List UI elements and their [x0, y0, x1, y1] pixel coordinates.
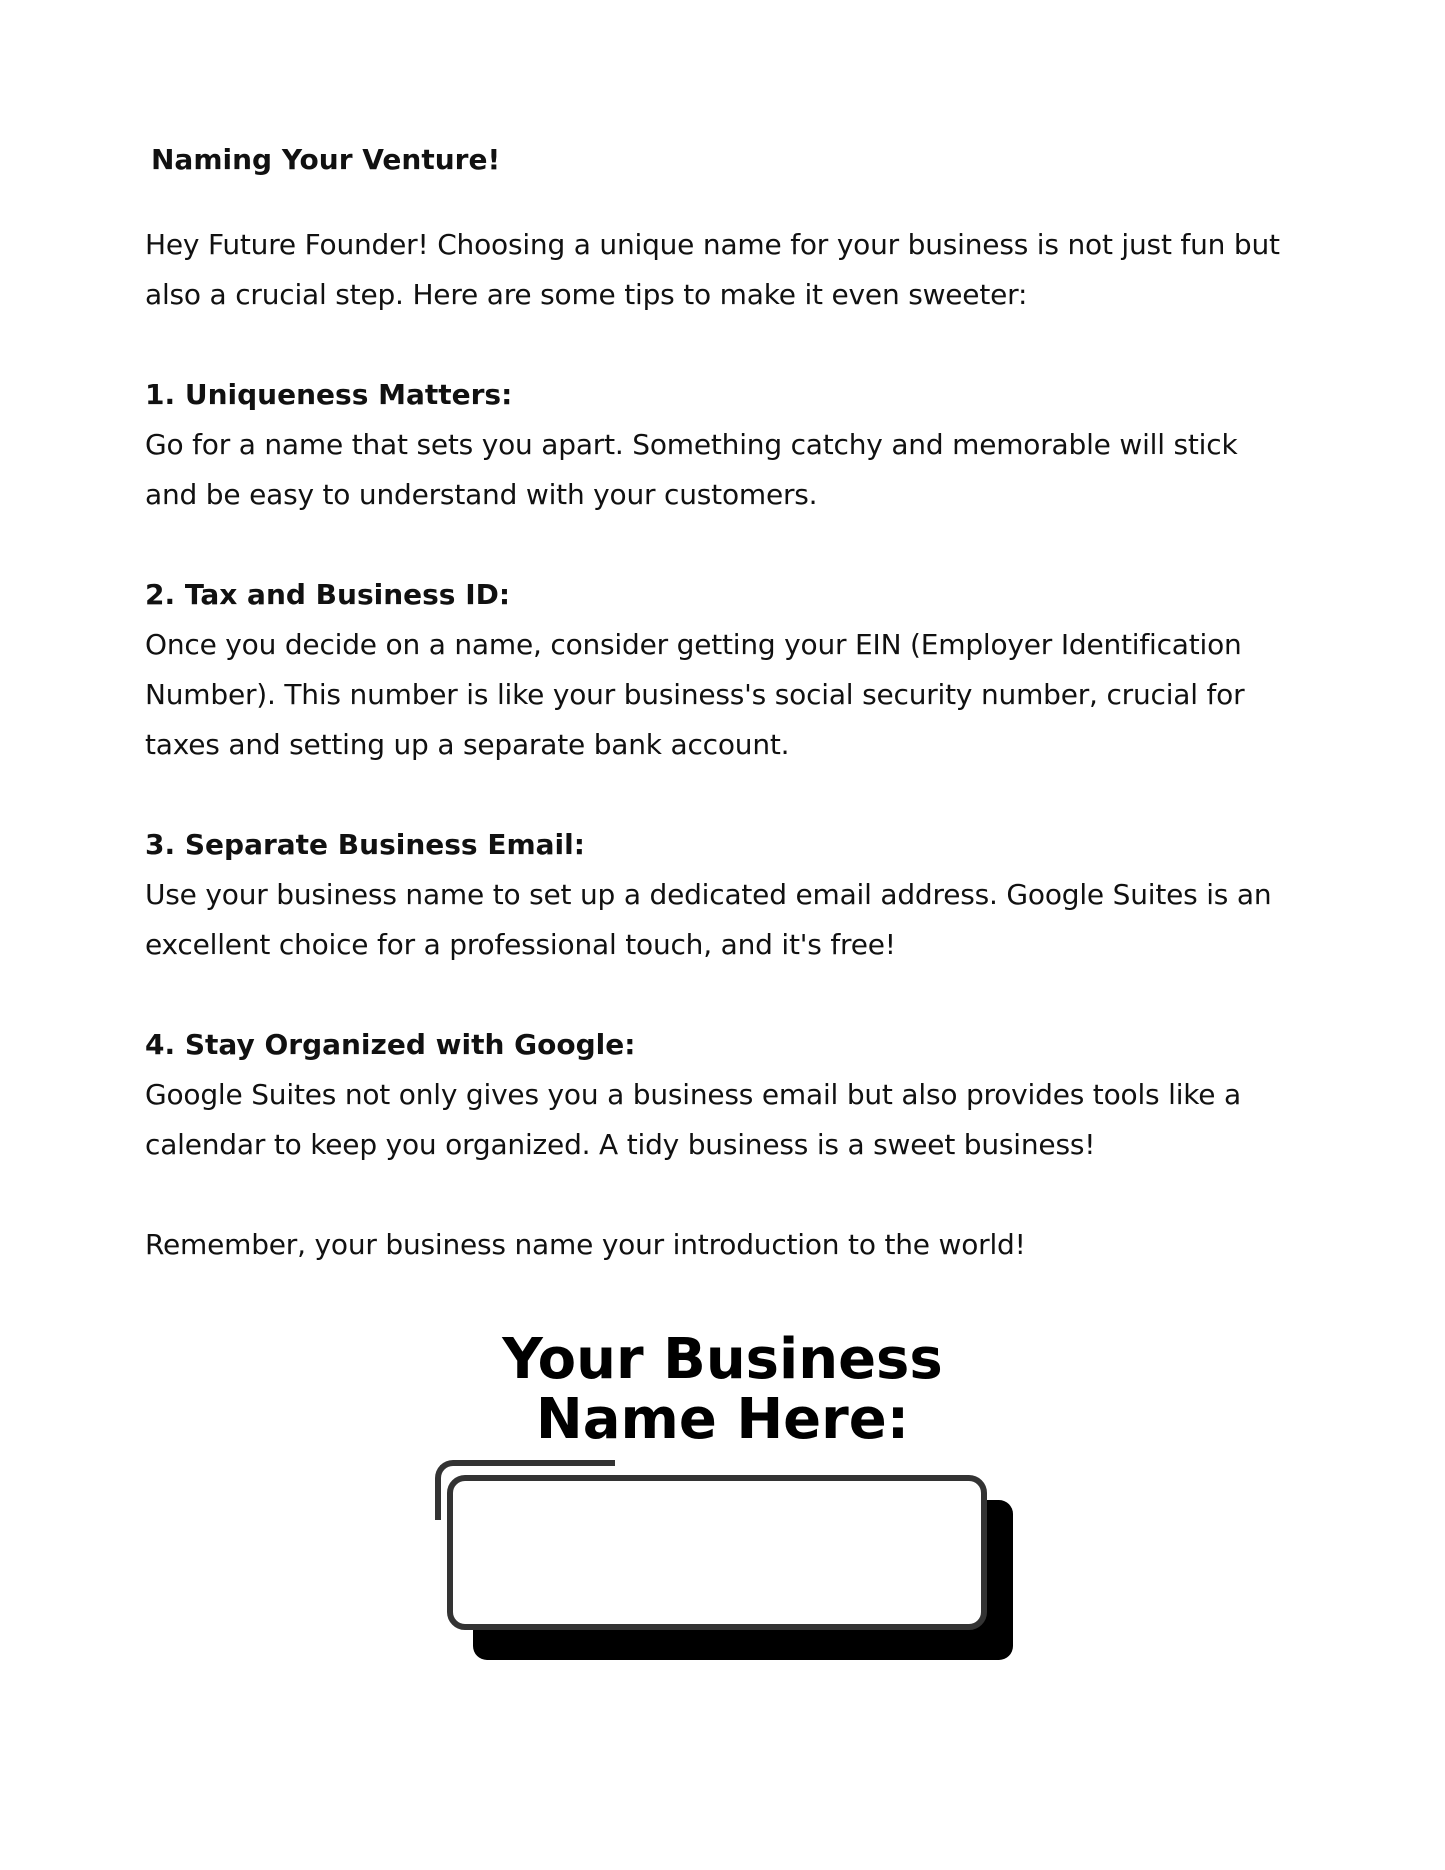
tip-line: Go for a name that sets you apart. Something catchy and memorable will stick [145, 428, 1238, 461]
tip-section-tax-id [145, 570, 1325, 770]
tip-heading: 4. Stay Organized with Google: [145, 1028, 636, 1061]
tip-line: and be easy to understand with your customers. [145, 478, 818, 511]
tip-line: calendar to keep you organized. A tidy business is a sweet business! [145, 1128, 1096, 1161]
tip-section-uniqueness [145, 370, 1325, 520]
closing-line: Remember, your business name your introduction to the world! [145, 1228, 1026, 1261]
tip-line: Use your business name to set up a dedicated email address. Google Suites is an [145, 878, 1272, 911]
business-name-heading-line: Your Business [502, 1327, 943, 1392]
tip-line: Number). This number is like your business's social security number, crucial for [145, 678, 1245, 711]
tip-line: taxes and setting up a separate bank account. [145, 728, 790, 761]
document-body [145, 140, 1325, 1270]
intro-line: Hey Future Founder! Choosing a unique name for your business is not just fun but [145, 228, 1280, 261]
tip-line: Google Suites not only gives you a business email but also provides tools like a [145, 1078, 1241, 1111]
tip-heading: 1. Uniqueness Matters: [145, 378, 513, 411]
document-title: Naming Your Venture! [151, 143, 501, 176]
tip-section-stay-organized [145, 1020, 1325, 1170]
business-name-heading-line: Name Here: [535, 1387, 910, 1452]
intro-paragraph [145, 220, 1325, 320]
business-name-field-frame [435, 1460, 1015, 1665]
tip-line: excellent choice for a professional touch, and it's free! [145, 928, 896, 961]
intro-line: also a crucial step. Here are some tips to make it even sweeter: [145, 278, 1028, 311]
tip-heading: 2. Tax and Business ID: [145, 578, 511, 611]
business-name-heading [0, 1327, 1445, 1452]
tip-line: Once you decide on a name, consider getting your EIN (Employer Identification [145, 628, 1242, 661]
tip-heading: 3. Separate Business Email: [145, 828, 585, 861]
tip-section-business-email [145, 820, 1325, 970]
business-name-field[interactable] [447, 1475, 987, 1630]
